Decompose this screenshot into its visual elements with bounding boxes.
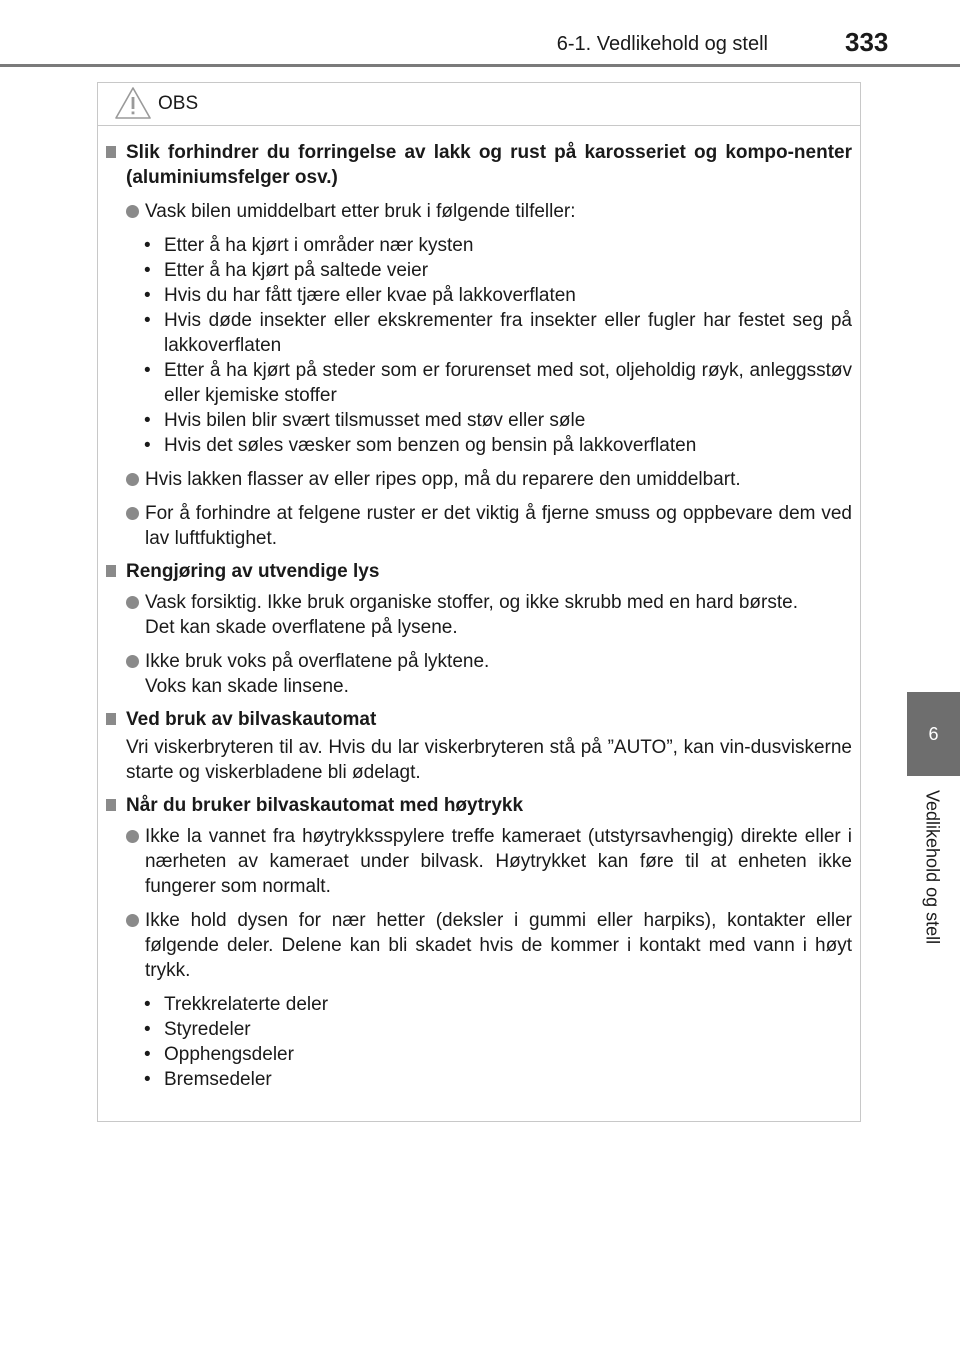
warning-triangle-icon <box>114 86 152 120</box>
square-bullet-icon <box>106 799 116 811</box>
section-heading: Ved bruk av bilvaskautomat <box>106 707 852 732</box>
sub-list-item: • Styredeler <box>144 1019 251 1040</box>
square-bullet-icon <box>106 713 116 725</box>
round-bullet-icon <box>126 473 139 486</box>
header-divider <box>0 64 960 67</box>
round-bullet-icon <box>126 507 139 520</box>
list-item: Ikke bruk voks på overflatene på lyktene. Voks kan skade linsene. <box>106 649 852 699</box>
chapter-tab-label-text: Vedlikehold og stell <box>922 790 943 945</box>
sub-list <box>106 992 852 1092</box>
round-bullet-icon <box>126 655 139 668</box>
list-item: Ikke hold dysen for nær hetter (deksler i gummi eller harpiks), kontakter eller følgende deler. Delene kan bli skadet hvis de kommer i kontakt med vann i høyt trykk. <box>106 908 852 983</box>
sub-list-item: • Hvis døde insekter eller ekskrementer fra insekter eller fugler har festet seg på lakkoverflaten <box>144 310 852 356</box>
sub-list-item: • Etter å ha kjørt i områder nær kysten <box>144 235 474 256</box>
list-item: Vask bilen umiddelbart etter bruk i følgende tilfeller: <box>106 199 852 224</box>
list-item: For å forhindre at felgene ruster er det viktig å fjerne smuss og oppbevare dem ved lav luftfuktighet. <box>106 501 852 551</box>
caution-body <box>98 126 860 1092</box>
round-bullet-icon <box>126 205 139 218</box>
caution-header <box>98 83 860 126</box>
section-heading: Når du bruker bilvaskautomat med høytrykk <box>106 793 852 818</box>
sub-list-item: • Hvis du har fått tjære eller kvae på lakkoverflaten <box>144 285 576 306</box>
chapter-tab-label <box>917 790 947 980</box>
sub-list-item: • Hvis bilen blir svært tilsmusset med støv eller søle <box>144 410 586 431</box>
section-title: 6-1. Vedlikehold og stell <box>556 33 768 55</box>
section-heading: Slik forhindrer du forringelse av lakk og rust på karosseriet og kompo-nenter (aluminiumsfelger osv.) <box>106 140 852 190</box>
caution-box <box>97 82 861 1122</box>
sub-list-item: • Hvis det søles væsker som benzen og bensin på lakkoverflaten <box>144 435 697 456</box>
caution-title: OBS <box>158 93 199 114</box>
page-number: 333 <box>845 27 889 57</box>
list-item: Hvis lakken flasser av eller ripes opp, må du reparere den umiddelbart. <box>106 467 852 492</box>
sub-list-item: • Trekkrelaterte deler <box>144 994 329 1015</box>
sub-list-item: • Etter å ha kjørt på steder som er forurenset med sot, oljeholdig røyk, anleggsstøv eller kjemiske stoffer <box>144 360 852 406</box>
square-bullet-icon <box>106 565 116 577</box>
list-item: Ikke la vannet fra høytrykksspylere treffe kameraet (utstyrsavhengig) direkte eller i nærheten av kameraet under bilvask. Høytrykket kan føre til at enheten ikke fungerer som normalt. <box>106 824 852 899</box>
section-paragraph: Vri viskerbryteren til av. Hvis du lar viskerbryteren stå på ”AUTO”, kan vin-dusviskerne starte og viskerbladene bli ødelagt. <box>126 737 852 783</box>
section-heading: Rengjøring av utvendige lys <box>106 559 852 584</box>
round-bullet-icon <box>126 596 139 609</box>
sub-list-item: • Bremsedeler <box>144 1069 272 1090</box>
round-bullet-icon <box>126 830 139 843</box>
sub-list <box>106 233 852 458</box>
chapter-tab-number: 6 <box>907 692 960 776</box>
square-bullet-icon <box>106 146 116 158</box>
round-bullet-icon <box>126 914 139 927</box>
sub-list-item: • Opphengsdeler <box>144 1044 294 1065</box>
sub-list-item: • Etter å ha kjørt på saltede veier <box>144 260 429 281</box>
list-item: Vask forsiktig. Ikke bruk organiske stoffer, og ikke skrubb med en hard børste. Det kan skade overflatene på lysene. <box>106 590 852 640</box>
